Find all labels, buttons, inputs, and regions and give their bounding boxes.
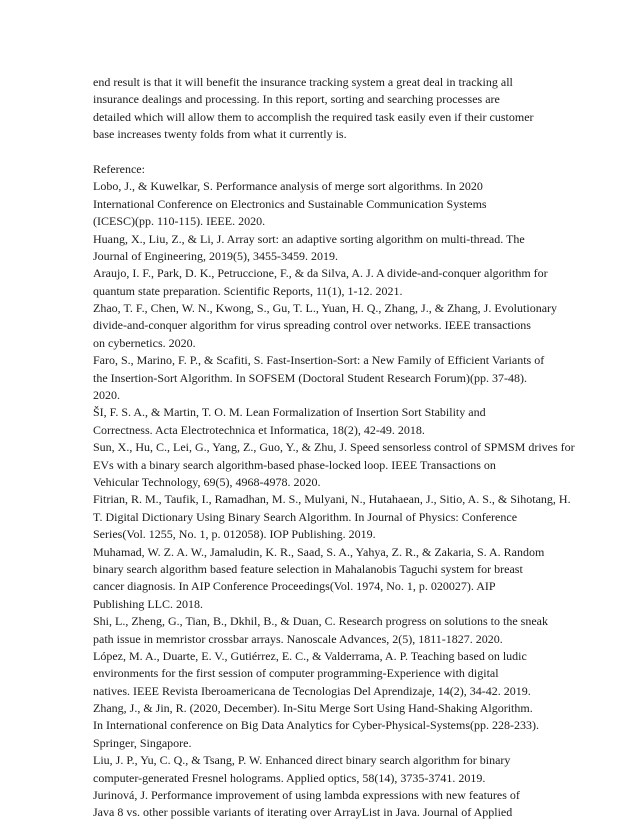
reference-line: Publishing LLC. 2018.	[93, 596, 204, 611]
references-heading: Reference:	[93, 161, 145, 176]
reference-line: on cybernetics. 2020.	[93, 335, 196, 350]
reference-line: path issue in memristor crossbar arrays. Nanoscale Advances, 2(5), 1811-1827. 2020.	[93, 631, 503, 646]
text-line: base increases twenty folds from what it currently is.	[93, 127, 347, 142]
document-body	[93, 74, 575, 822]
reference-line: Fitrian, R. M., Taufik, I., Ramadhan, M. S., Mulyani, N., Hutahaean, J., Sitio, A. S., & Sihotang, H.	[93, 492, 571, 507]
text-line: insurance dealings and processing. In this report, sorting and searching processes are	[93, 92, 500, 107]
reference-line: computer-generated Fresnel holograms. Applied optics, 58(14), 3735-3741. 2019.	[93, 770, 486, 785]
reference-line: the Insertion-Sort Algorithm. In SOFSEM (Doctoral Student Research Forum)(pp. 37-48).	[93, 370, 527, 385]
reference-line: T. Digital Dictionary Using Binary Search Algorithm. In Journal of Physics: Conference	[93, 509, 518, 524]
reference-line: Vehicular Technology, 69(5), 4968-4978. 2020.	[93, 474, 321, 489]
reference-line: International Conference on Electronics and Sustainable Communication Systems	[93, 196, 487, 211]
reference-line: 2020.	[93, 388, 120, 403]
reference-line: Springer, Singapore.	[93, 735, 192, 750]
reference-line: Zhao, T. F., Chen, W. N., Kwong, S., Gu, T. L., Yuan, H. Q., Zhang, J., & Zhang, J. Evolutionary	[93, 301, 558, 316]
intro-paragraph	[93, 74, 553, 144]
reference-line: (ICESC)(pp. 110-115). IEEE. 2020.	[93, 214, 266, 229]
reference-line: Jurinová, J. Performance improvement of using lambda expressions with new features of	[93, 788, 520, 803]
references-section	[93, 161, 575, 822]
reference-line: natives. IEEE Revista Iberoamericana de Tecnologias Del Aprendizaje, 14(2), 34-42. 2019.	[93, 683, 531, 698]
reference-line: Araujo, I. F., Park, D. K., Petruccione, F., & da Silva, A. J. A divide-and-conquer algorithm for	[93, 266, 548, 281]
reference-line: Journal of Engineering, 2019(5), 3455-3459. 2019.	[93, 248, 338, 263]
reference-line: Series(Vol. 1255, No. 1, p. 012058). IOP Publishing. 2019.	[93, 527, 376, 542]
reference-line: divide-and-conquer algorithm for virus spreading control over networks. IEEE transactions	[93, 318, 531, 333]
reference-line: Sun, X., Hu, C., Lei, G., Yang, Z., Guo, Y., & Zhu, J. Speed sensorless control of SPMSM drives for	[93, 440, 575, 455]
reference-line: ŠI, F. S. A., & Martin, T. O. M. Lean Formalization of Insertion Sort Stability and	[93, 405, 486, 420]
reference-line: Huang, X., Liu, Z., & Li, J. Array sort: an adaptive sorting algorithm on multi-thread. The	[93, 231, 525, 246]
reference-line: EVs with a binary search algorithm-based phase-locked loop. IEEE Transactions on	[93, 457, 496, 472]
reference-line: Faro, S., Marino, F. P., & Scafiti, S. Fast-Insertion-Sort: a New Family of Efficient Variants of	[93, 353, 545, 368]
reference-line: Correctness. Acta Electrotechnica et Informatica, 18(2), 42-49. 2018.	[93, 422, 425, 437]
reference-line: environments for the first session of computer programming-Experience with digital	[93, 666, 499, 681]
reference-line: cancer diagnosis. In AIP Conference Proceedings(Vol. 1974, No. 1, p. 020027). AIP	[93, 579, 496, 594]
reference-line: Lobo, J., & Kuwelkar, S. Performance analysis of merge sort algorithms. In 2020	[93, 179, 483, 194]
reference-line: Muhamad, W. Z. A. W., Jamaludin, K. R., Saad, S. A., Yahya, Z. R., & Zakaria, S. A. Random	[93, 544, 545, 559]
reference-line: Liu, J. P., Yu, C. Q., & Tsang, P. W. Enhanced direct binary search algorithm for binary	[93, 753, 511, 768]
reference-line: quantum state preparation. Scientific Reports, 11(1), 1-12. 2021.	[93, 283, 403, 298]
reference-line: binary search algorithm based feature selection in Mahalanobis Taguchi system for breast	[93, 561, 523, 576]
reference-line: Java 8 vs. other possible variants of iterating over ArrayList in Java. Journal of Applied	[93, 805, 513, 820]
text-line: end result is that it will benefit the insurance tracking system a great deal in tracking all	[93, 75, 513, 89]
reference-line: Shi, L., Zheng, G., Tian, B., Dkhil, B., & Duan, C. Research progress on solutions to the sneak	[93, 614, 548, 629]
reference-list	[93, 178, 575, 821]
reference-line: López, M. A., Duarte, E. V., Gutiérrez, E. C., & Valderrama, A. P. Teaching based on ludic	[93, 648, 527, 663]
reference-line: In International conference on Big Data Analytics for Cyber-Physical-Systems(pp. 228-233).	[93, 718, 539, 733]
paragraph-spacer	[93, 144, 553, 161]
reference-line: Zhang, J., & Jin, R. (2020, December). In-Situ Merge Sort Using Hand-Shaking Algorithm.	[93, 701, 533, 716]
text-line: detailed which will allow them to accomplish the required task easily even if their customer	[93, 109, 534, 124]
